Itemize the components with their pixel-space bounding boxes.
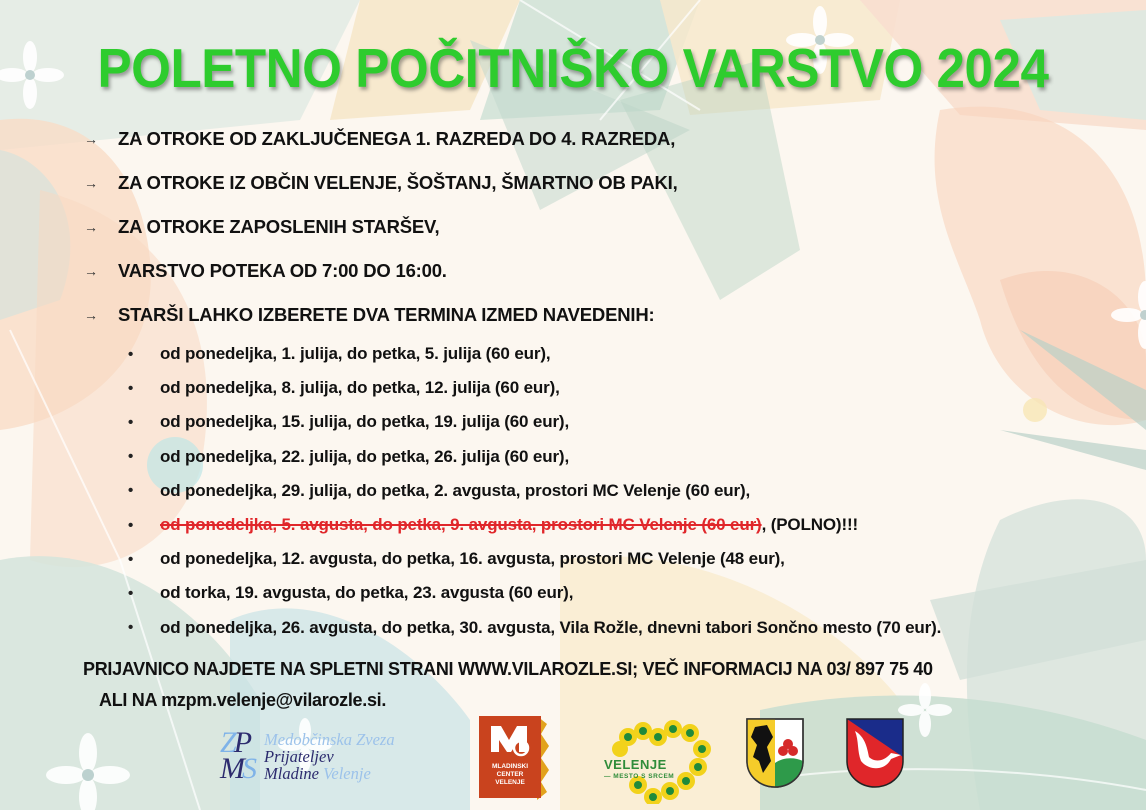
main-point-text: VARSTVO POTEKA OD 7:00 DO 16:00.: [118, 260, 447, 281]
main-points-list: [84, 117, 678, 337]
term-text: od ponedeljka, 26. avgusta, do petka, 30. avgusta, Vila Rožle, dnevni tabori Sončno mesto (70 eur).: [160, 617, 942, 637]
velenje-city-tagline: — MESTO S SRCEM: [604, 773, 675, 780]
term-item-full: [128, 508, 941, 542]
bullet-icon: •: [128, 413, 134, 431]
arrow-right-icon: →: [84, 131, 98, 147]
arrow-right-icon: →: [84, 307, 98, 323]
registration-line-2: ALI NA mzpm.velenje@vilarozle.si.: [99, 690, 387, 710]
term-item: [128, 576, 941, 610]
bullet-icon: •: [128, 550, 134, 568]
term-text: od ponedeljka, 1. julija, do petka, 5. julija (60 eur),: [160, 344, 551, 364]
main-point: [84, 161, 678, 205]
main-point-text: ZA OTROKE OD ZAKLJUČENEGA 1. RAZREDA DO 4. RAZREDA,: [118, 128, 676, 149]
term-item: [128, 405, 941, 439]
arrow-right-icon: →: [84, 175, 98, 191]
term-item: [128, 611, 941, 645]
main-point-text: ZA OTROKE ZAPOSLENIH STARŠEV,: [118, 216, 440, 237]
poster-title: POLETNO POČITNIŠKO VARSTVO 2024: [97, 37, 1049, 99]
sponsor-logos: [0, 705, 1146, 810]
coat-of-arms-swan-icon: [845, 717, 905, 789]
full-status-label: , (POLNO)!!!: [761, 515, 858, 535]
bullet-icon: •: [128, 448, 134, 466]
main-point-text: STARŠI LAHKO IZBERETE DVA TERMINA IZMED NAVEDENIH:: [118, 304, 655, 325]
term-item: [128, 542, 941, 576]
bullet-icon: •: [128, 584, 134, 602]
velenje-mesto-s-srcem-logo: [598, 719, 718, 804]
mladinski-center-velenje-logo: [477, 712, 555, 804]
term-text-struck: od ponedeljka, 5. avgusta, do petka, 9. avgusta, prostori MC Velenje (60 eur): [160, 515, 762, 535]
zpms-monogram: ZP MS: [220, 726, 254, 785]
svg-text:MLADINSKI: MLADINSKI: [491, 763, 529, 770]
bullet-icon: •: [128, 619, 134, 637]
svg-text:CENTER: CENTER: [496, 771, 524, 778]
bullet-icon: •: [128, 379, 134, 397]
term-item: [128, 337, 941, 371]
svg-text:VELENJE: VELENJE: [495, 779, 525, 786]
bullet-icon: •: [128, 516, 134, 534]
arrow-right-icon: →: [84, 263, 98, 279]
arrow-right-icon: →: [84, 219, 98, 235]
term-text: od ponedeljka, 12. avgusta, do petka, 16. avgusta, prostori MC Velenje (48 eur),: [160, 549, 785, 569]
bullet-icon: •: [128, 345, 134, 363]
zpms-wordmark: Medobčinska Zveza Prijateljev Mladine Velenje: [264, 730, 395, 783]
main-point: [84, 249, 678, 293]
main-point: [84, 293, 678, 337]
term-item: [128, 371, 941, 405]
term-text: od ponedeljka, 22. julija, do petka, 26. julija (60 eur),: [160, 446, 570, 466]
coat-of-arms-eagle-icon: [745, 717, 805, 789]
registration-line-1: PRIJAVNICO NAJDETE NA SPLETNI STRANI WWW.VILAROZLE.SI; VEČ INFORMACIJ NA 03/ 897 75 40: [83, 659, 933, 679]
term-item: [128, 474, 941, 508]
term-text: od torka, 19. avgusta, do petka, 23. avgusta (60 eur),: [160, 583, 574, 603]
term-text: od ponedeljka, 15. julija, do petka, 19. julija (60 eur),: [160, 412, 570, 432]
main-point: [84, 117, 678, 161]
main-point: [84, 205, 678, 249]
term-text: od ponedeljka, 8. julija, do petka, 12. julija (60 eur),: [160, 378, 560, 398]
term-text: od ponedeljka, 29. julija, do petka, 2. avgusta, prostori MC Velenje (60 eur),: [160, 480, 751, 500]
zpms-logo: [220, 726, 435, 790]
main-point-text: ZA OTROKE IZ OBČIN VELENJE, ŠOŠTANJ, ŠMARTNO OB PAKI,: [118, 172, 678, 193]
terms-list: [128, 337, 941, 645]
velenje-city-name: VELENJE: [604, 757, 667, 772]
bullet-icon: •: [128, 482, 134, 500]
term-item: [128, 440, 941, 474]
